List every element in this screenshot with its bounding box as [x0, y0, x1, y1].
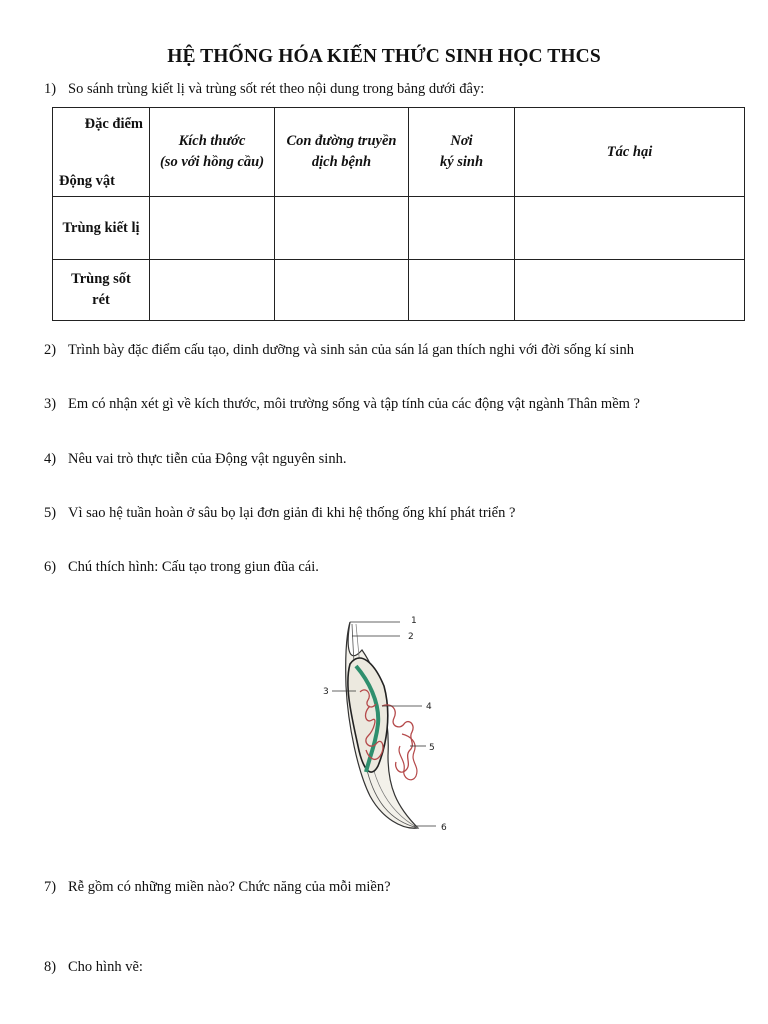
- table-header-row: [53, 108, 745, 197]
- table-header-transmission: [275, 108, 409, 197]
- question-text: Em có nhận xét gì về kích thước, môi trường sống và tập tính của các động vật ngành Thân mềm ?: [68, 396, 640, 412]
- table-cell[interactable]: [275, 260, 409, 321]
- header-line: (so với hồng cầu): [159, 154, 265, 170]
- row-label-line: Trùng kiết lị: [62, 219, 140, 236]
- roundworm-diagram: [300, 606, 470, 846]
- question-number: 4): [44, 451, 57, 467]
- header-line: Nơi: [450, 133, 473, 149]
- header-line: Tác hại: [606, 143, 653, 160]
- question-text: Vì sao hệ tuần hoàn ở sâu bọ lại đơn giản đi khi hệ thống ống khí phát triển ?: [68, 505, 516, 521]
- figure-label-6: 6: [441, 823, 447, 833]
- question-8: [44, 959, 143, 976]
- table-row: [53, 260, 745, 321]
- question-number: 5): [44, 505, 57, 521]
- page-title: HỆ THỐNG HÓA KIẾN THỨC SINH HỌC THCS: [167, 46, 601, 67]
- question-number: 6): [44, 559, 57, 575]
- question-text: Nêu vai trò thực tiễn của Động vật nguyên sinh.: [68, 451, 347, 467]
- question-2: [44, 342, 634, 359]
- figure-label-4: 4: [426, 702, 432, 712]
- question-6: [44, 559, 319, 576]
- table-row: [53, 197, 745, 260]
- question-number: 8): [44, 959, 57, 975]
- question-number: 3): [44, 396, 57, 412]
- header-line: Kích thước: [178, 133, 246, 149]
- row-label-malaria: [53, 260, 150, 321]
- corner-label-feature: Đặc điểm: [84, 116, 143, 132]
- table-cell[interactable]: [409, 197, 515, 260]
- question-4: [44, 451, 346, 468]
- figure-label-5: 5: [429, 743, 435, 753]
- question-1: [44, 81, 484, 98]
- question-5: [44, 505, 515, 522]
- question-number: 2): [44, 342, 57, 358]
- table-corner-cell: [53, 108, 150, 197]
- table-cell[interactable]: [150, 260, 275, 321]
- question-text: Rễ gồm có những miền nào? Chức năng của mỗi miền?: [68, 879, 391, 895]
- comparison-table: [52, 107, 745, 321]
- header-line: Con đường truyền: [286, 133, 397, 149]
- question-text: Trình bày đặc điểm cấu tạo, dinh dưỡng và sinh sản của sán lá gan thích nghi với đời sống kí sinh: [68, 342, 634, 358]
- question-number: 7): [44, 879, 57, 895]
- row-label-line: rét: [92, 292, 110, 308]
- figure-label-3: 3: [323, 687, 329, 697]
- table-header-harm: [515, 108, 745, 197]
- figure-label-2: 2: [408, 632, 414, 642]
- header-line: ký sinh: [439, 154, 484, 170]
- figure-label-1: 1: [411, 616, 417, 626]
- question-3: [44, 396, 640, 413]
- question-text: Cho hình vẽ:: [68, 959, 143, 975]
- roundworm-illustration: [300, 606, 470, 846]
- table-cell[interactable]: [150, 197, 275, 260]
- table-cell[interactable]: [515, 197, 745, 260]
- question-number: 1): [44, 81, 57, 97]
- table-header-host: [409, 108, 515, 197]
- corner-label-animal: Động vật: [59, 173, 115, 189]
- header-line: dịch bệnh: [311, 154, 372, 170]
- row-label-line: Trùng sốt: [71, 271, 131, 287]
- question-7: [44, 879, 391, 896]
- question-text: Chú thích hình: Cấu tạo trong giun đũa cái.: [68, 559, 319, 575]
- table-cell[interactable]: [275, 197, 409, 260]
- row-label-dysentery: [53, 197, 150, 260]
- table-cell[interactable]: [409, 260, 515, 321]
- table-header-size: [150, 108, 275, 197]
- question-text: So sánh trùng kiết lị và trùng sốt rét theo nội dung trong bảng dưới đây:: [68, 81, 485, 97]
- table-cell[interactable]: [515, 260, 745, 321]
